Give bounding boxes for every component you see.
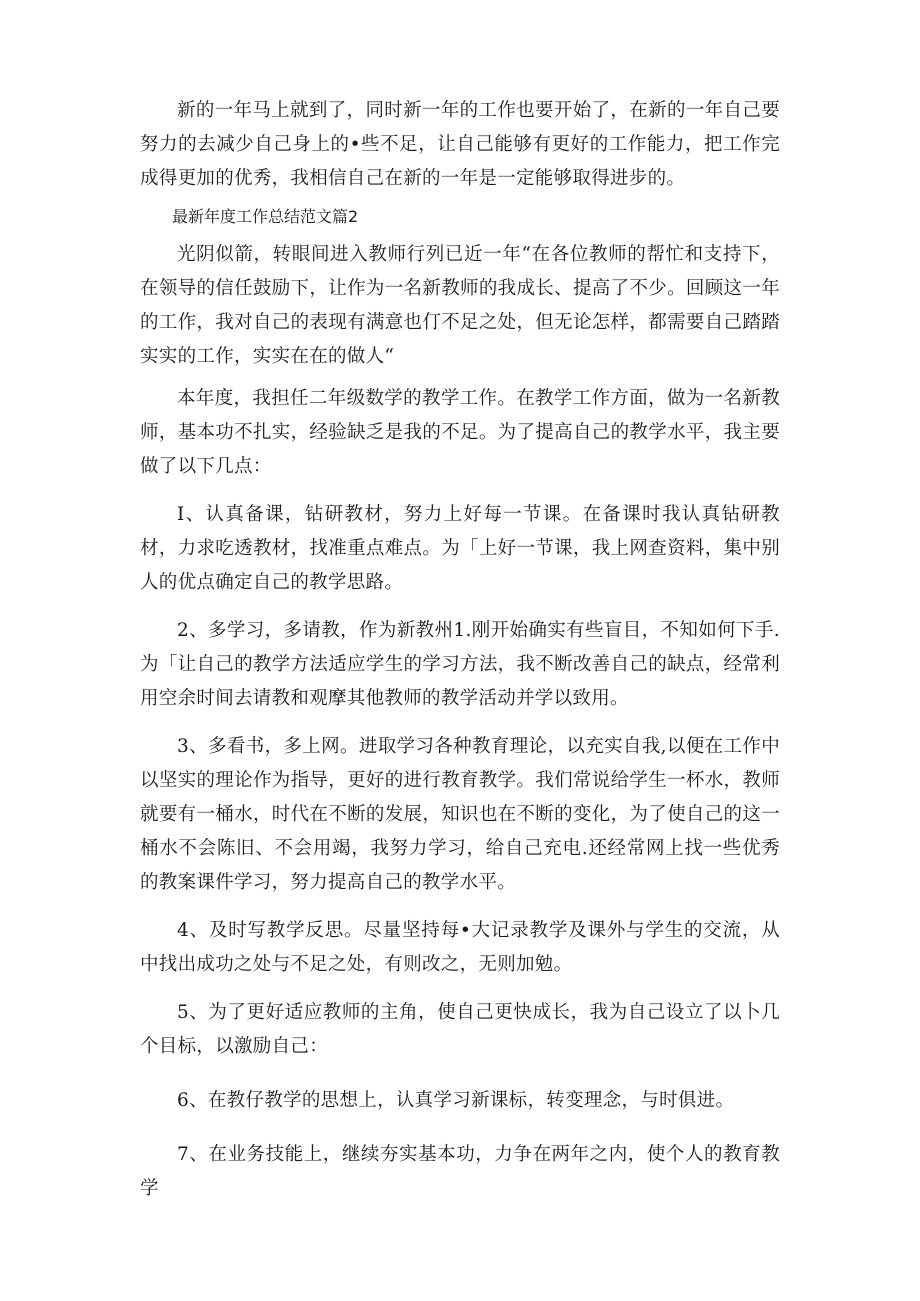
section-heading: 最新年度工作总结范文篇2	[172, 207, 359, 226]
paragraph-reflection: 光阴似箭，转眼间进入教师行列已近一年“在各位教师的帮忙和支持下，在领导的信任鼓励下，让作为一名新教师的我成长、提高了不少。回顾这一年的工作，我对自己的表现有满意也仃不足之处，但无论怎样，都需要自己踏踏实实的工作，实实在在的做人“	[140, 244, 780, 367]
list-item-2: 2、多学习，多请教，作为新教州1.刚开始确实有些盲目，不知如何下手.为「让自己的教学方法适应学生的学习方法，我不断改善自己的缺点，经常利用空余时间去请教和观摩其他教师的教学活动并学以致用。	[140, 620, 780, 709]
list-item-4: 4、及时写教学反思。尽量坚持每•大记录教学及课外与学生的交流，从中找出成功之处与不足之处，有则改之，无则加勉。	[140, 920, 780, 975]
list-item-5: 5、为了更好适应教师的主角，使自己更快成长，我为自己设立了以卜几个目标，以激励自己：	[140, 1002, 780, 1057]
paragraph-teaching-role: 本年度，我担任二年级数学的教学工作。在教学工作方面，做为一名新教师，基本功不扎实，经验缺乏是我的不足。为了提高自己的教学水平，我主要做了以下几点：	[140, 388, 780, 477]
list-item-7: 7、在业务技能上，继续夯实基本功，力争在两年之内，使个人的教育教学	[140, 1144, 780, 1199]
list-item-3: 3、多看书，多上网。进取学习各种教育理论，以充实自我,以便在工作中以坚实的理论作为指导，更好的进行教育教学。我们常说给学生一杯水，教师就要有一桶水，时代在不断的发展，知识也在不断的变化，为了使自己的这一桶水不会陈旧、不会用竭，我努力学习，给自己充电.还经常网上找一些优秀的教案课件学习，努力提高自己的教学水平。	[140, 736, 780, 893]
paragraph-intro: 新的一年马上就到了，同时新一年的工作也要开始了，在新的一年自己要努力的去减少自己身上的•些不足，让自己能够有更好的工作能力，把工作完成得更加的优秀，我相信自己在新的一年是一定能够取得进步的。	[140, 100, 780, 189]
list-item-1: I、认真备课，钻研教材，努力上好每一节课。在备课时我认真钻研教材，力求吃透教材，找准重点难点。为「上好一节课，我上网查资料，集中别人的优点确定自己的教学思路。	[140, 504, 780, 593]
list-item-6: 6、在教仔教学的思想上，认真学习新课标，转变理念，与时俱进。	[177, 1090, 735, 1111]
